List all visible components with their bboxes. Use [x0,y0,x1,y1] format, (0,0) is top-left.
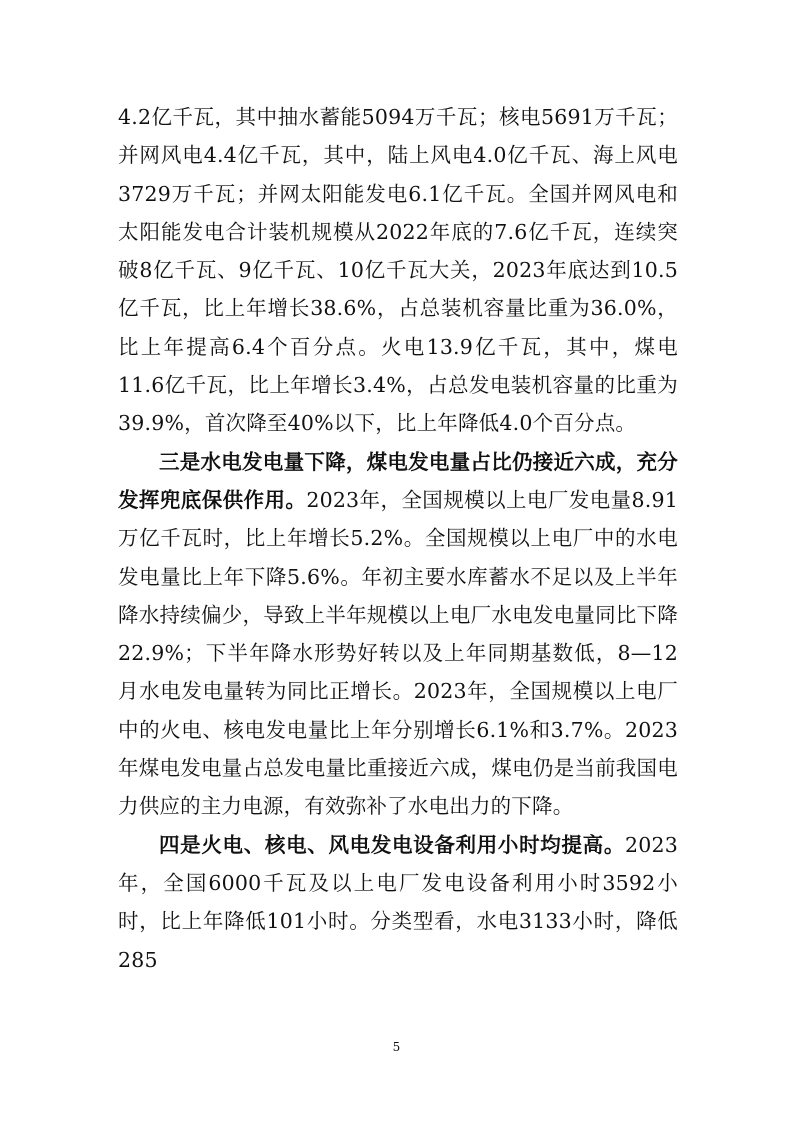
paragraph-lead-heading: 三是水电发电量下降，煤电发电量占比仍接近六成，充分发挥兜底保供作用。 [118,449,678,512]
page-number: 5 [392,1040,401,1054]
paragraph-text: 4.2亿千瓦，其中抽水蓄能5094万千瓦；核电5691万千瓦；并网风电4.4亿千瓦，其中，陆上风电4.0亿千瓦、海上风电3729万千瓦；并网太阳能发电6.1亿千瓦。全国并网风电和太阳能发电合计装机规模从2022年底的7.6亿千瓦，连续突破8亿千瓦、9亿千瓦、10亿千瓦大关，2023年底达到10.5亿千瓦，比上年增长38.6%，占总装机容量比重为36.0%，比上年提高6.4个百分点。火电13.9亿千瓦，其中，煤电11.6亿千瓦，比上年增长3.4%，占总发电装机容量的比重为39.9%，首次降至40%以下，比上年降低4.0个百分点。 [118,105,678,436]
paragraph-three [118,443,678,826]
document-body [118,98,678,979]
paragraph-continued [118,98,678,443]
paragraph-four [118,826,678,979]
paragraph-lead-heading: 四是火电、核电、风电发电设备利用小时均提高。 [159,832,626,857]
paragraph-text: 2023年，全国6000千瓦及以上电厂发电设备利用小时3592小时，比上年降低101小时。分类型看，水电3133小时，降低285 [118,832,678,972]
paragraph-text: 2023年，全国规模以上电厂发电量8.91万亿千瓦时，比上年增长5.2%。全国规模以上电厂中的水电发电量比上年下降5.6%。年初主要水库蓄水不足以及上半年降水持续偏少，导致上半年规模以上电厂水电发电量同比下降22.9%；下半年降水形势好转以及上年同期基数低，8—12月水电发电量转为同比正增长。2023年，全国规模以上电厂中的火电、核电发电量比上年分别增长6.1%和3.7%。2023年煤电发电量占总发电量比重接近六成，煤电仍是当前我国电力供应的主力电源，有效弥补了水电出力的下降。 [118,487,678,819]
